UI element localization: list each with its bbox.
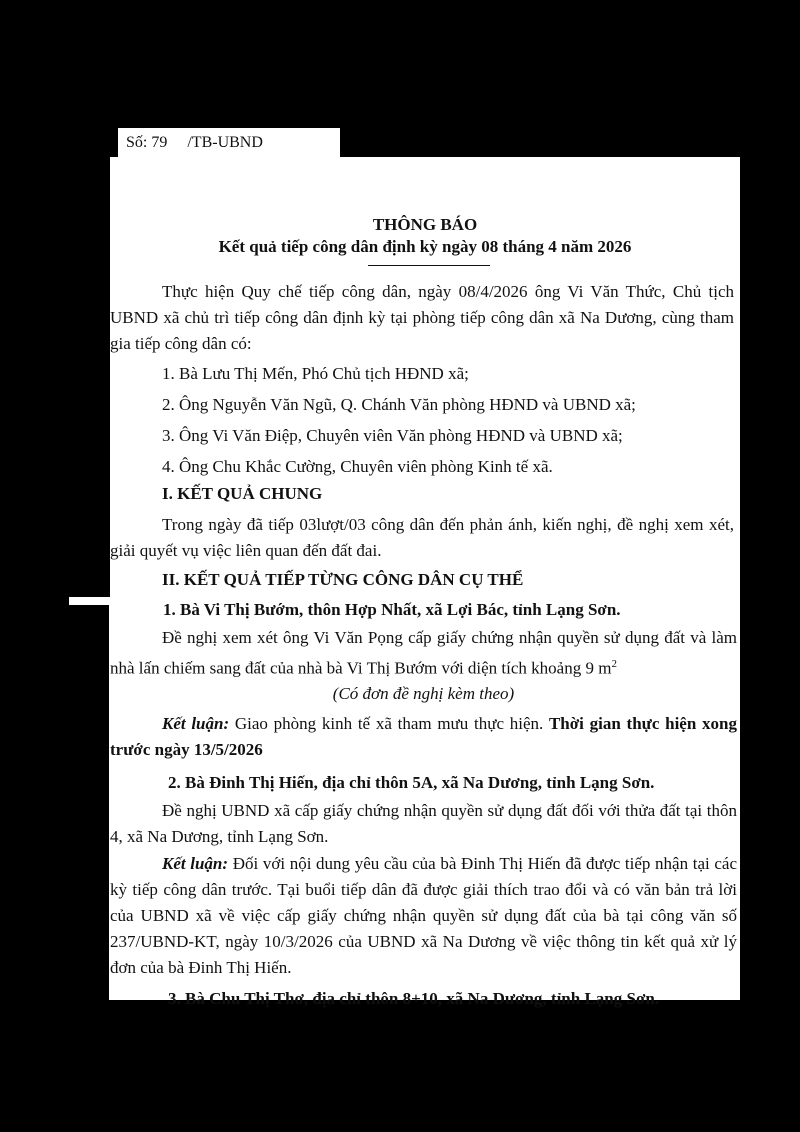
participant-item: 4. Ông Chu Khắc Cường, Chuyên viên phòng Kinh tế xã. xyxy=(162,457,553,476)
participants-list xyxy=(162,358,734,482)
case1-note: (Có đơn đề nghị kèm theo) xyxy=(332,684,515,703)
section1-block xyxy=(110,512,734,564)
case2-conclusion-block xyxy=(110,851,737,981)
conclusion-label: Kết luận: xyxy=(162,854,229,873)
intro-block xyxy=(110,279,734,357)
section1-text: Trong ngày đã tiếp 03lượt/03 công dân đến phản ánh, kiến nghị, đề nghị xem xét, giải quyết vụ việc liên quan đến đất đai. xyxy=(110,515,734,560)
case1-conclusion xyxy=(110,711,737,763)
case2-conclusion-text: Đối với nội dung yêu cầu của bà Đinh Thị Hiến đã được tiếp nhận tại các kỳ tiếp công dân trước. Tại buổi tiếp dân đã được giải thích trao đổi và có văn bản trả lời của UBND xã về việc cấp giấy chứng nhận quyền sử dụng đất của bà tại công văn số 237/UBND-KT, ngày 10/3/2026 của UBND xã Na Dương về việc thông tin kết quả xử lý đơn của bà Đinh Thị Hiến. xyxy=(110,854,737,977)
conclusion-label: Kết luận: xyxy=(162,714,230,733)
case1-heading: 1. Bà Vi Thị Bướm, thôn Hợp Nhất, xã Lợi Bác, tỉnh Lạng Sơn. xyxy=(163,600,621,619)
case2-request-block xyxy=(110,798,737,850)
scan-edge-band xyxy=(69,605,109,1000)
case1-request-text: Đề nghị xem xét ông Vi Văn Pọng cấp giấy chứng nhận quyền sử dụng đất và làm nhà lấn chiếm sang đất của nhà bà Vi Thị Bướm với diện tích khoảng 9 m xyxy=(110,628,737,678)
document-number-suffix: /TB-UBND xyxy=(187,134,263,151)
participant-item: 1. Bà Lưu Thị Mến, Phó Chủ tịch HĐND xã; xyxy=(162,364,469,383)
section1-heading: I. KẾT QUẢ CHUNG xyxy=(162,484,323,503)
doc-title: THÔNG BÁO xyxy=(372,215,478,234)
case2-request: Đề nghị UBND xã cấp giấy chứng nhận quyền sử dụng đất đối với thửa đất tại thôn 4, xã Na Dương, tỉnh Lạng Sơn. xyxy=(110,801,737,846)
section2-heading: II. KẾT QUẢ TIẾP TỪNG CÔNG DÂN CỤ THỂ xyxy=(162,570,524,589)
case1-deadline: Thời gian thực hiện xong trước ngày 13/5/2026 xyxy=(110,714,737,759)
case1-conclusion-block xyxy=(110,711,737,763)
document-number xyxy=(118,128,340,158)
case1-conclusion-text: Giao phòng kinh tế xã tham mưu thực hiện. xyxy=(229,714,549,733)
participant-item: 3. Ông Vi Văn Điệp, Chuyên viên Văn phòng HĐND và UBND xã; xyxy=(162,426,623,445)
doc-subtitle: Kết quả tiếp công dân định kỳ ngày 08 tháng 4 năm 2026 xyxy=(218,237,632,256)
case1-request-block xyxy=(110,625,737,682)
area-unit-superscript: 2 xyxy=(611,658,617,670)
page-bottom xyxy=(69,597,740,1008)
document-number-label: Số: 79 xyxy=(126,134,168,151)
case2-conclusion xyxy=(110,851,737,981)
participant-item: 2. Ông Nguyễn Văn Ngũ, Q. Chánh Văn phòng HĐND và UBND xã; xyxy=(162,395,636,414)
case3-heading: 3. Bà Chu Thị Thơ, địa chỉ thôn 8+10, xã Na Dương, tỉnh Lạng Sơn. xyxy=(168,989,660,1008)
page-top xyxy=(110,157,740,597)
intro-paragraph: Thực hiện Quy chế tiếp công dân, ngày 08/4/2026 ông Vi Văn Thức, Chủ tịch UBND xã chủ trì tiếp công dân định kỳ tại phòng tiếp công dân xã Na Dương, cùng tham gia tiếp công dân có: xyxy=(110,282,734,353)
subtitle-underline xyxy=(368,265,490,266)
case1-request xyxy=(110,625,737,682)
case2-heading: 2. Bà Đinh Thị Hiến, địa chỉ thôn 5A, xã Na Dương, tỉnh Lạng Sơn. xyxy=(168,773,655,792)
